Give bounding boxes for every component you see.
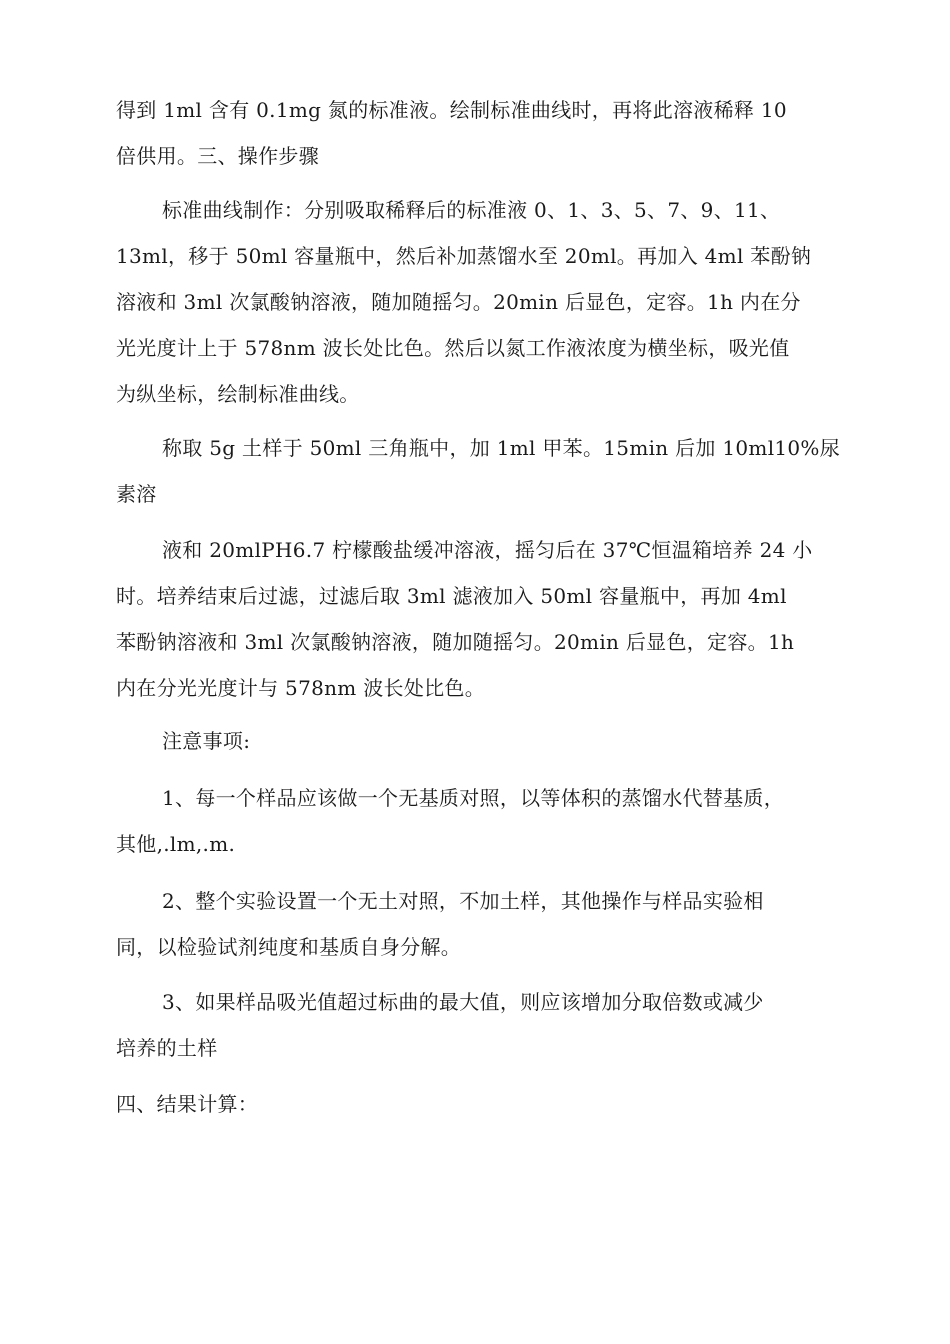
text-line: 时。培养结束后过滤，过滤后取 3ml 滤液加入 50ml 容量瓶中，再加 4ml — [116, 584, 787, 608]
text-line: 得到 1ml 含有 0.1mg 氮的标准液。绘制标准曲线时，再将此溶液稀释 10 — [116, 98, 787, 122]
text-line: 同，以检验试剂纯度和基质自身分解。 — [116, 935, 462, 959]
paragraph-note-2 — [116, 878, 838, 970]
paragraph-incubation — [116, 527, 838, 711]
text-line: 13ml，移于 50ml 容量瓶中，然后补加蒸馏水至 20ml。再加入 4ml 苯酚钠 — [116, 244, 812, 268]
paragraph-note-3 — [116, 979, 838, 1071]
section-title: 四、结果计算： — [116, 1092, 259, 1116]
paragraph-weigh-sample — [116, 425, 841, 517]
text-line: 1、每一个样品应该做一个无基质对照，以等体积的蒸馏水代替基质， — [162, 786, 785, 810]
text-line: 溶液和 3ml 次氯酸钠溶液，随加随摇匀。20min 后显色，定容。1h 内在分 — [116, 290, 801, 314]
text-line: 其他,.lm,.m. — [116, 832, 236, 856]
text-line: 倍供用。三、操作步骤 — [116, 144, 319, 168]
paragraph-note-1 — [116, 775, 838, 867]
notes-heading: 注意事项: — [162, 729, 251, 753]
paragraph-standard-curve — [116, 187, 838, 417]
text-line: 素溶 — [116, 482, 157, 506]
text-line: 内在分光光度计与 578nm 波长处比色。 — [116, 676, 486, 700]
text-line: 为纵坐标，绘制标准曲线。 — [116, 382, 360, 406]
text-line: 3、如果样品吸光值超过标曲的最大值，则应该增加分取倍数或减少 — [162, 990, 764, 1014]
text-line: 标准曲线制作：分别吸取稀释后的标准液 0、1、3、5、7、9、11、 — [162, 198, 781, 222]
section-heading-results — [116, 1081, 838, 1127]
text-line: 2、整个实验设置一个无土对照，不加土样，其他操作与样品实验相 — [162, 889, 764, 913]
text-line: 光光度计上于 578nm 波长处比色。然后以氮工作液浓度为横坐标，吸光值 — [116, 336, 790, 360]
text-line: 苯酚钠溶液和 3ml 次氯酸钠溶液，随加随摇匀。20min 后显色，定容。1h — [116, 630, 795, 654]
paragraph-notes-heading — [116, 718, 838, 764]
paragraph-standard-solution — [116, 87, 838, 179]
text-line: 称取 5g 土样于 50ml 三角瓶中，加 1ml 甲苯。15min 后加 10ml10%尿 — [162, 436, 841, 460]
text-line: 培养的土样 — [116, 1036, 218, 1060]
text-line: 液和 20mlPH6.7 柠檬酸盐缓冲溶液，摇匀后在 37℃恒温箱培养 24 小 — [162, 538, 813, 562]
